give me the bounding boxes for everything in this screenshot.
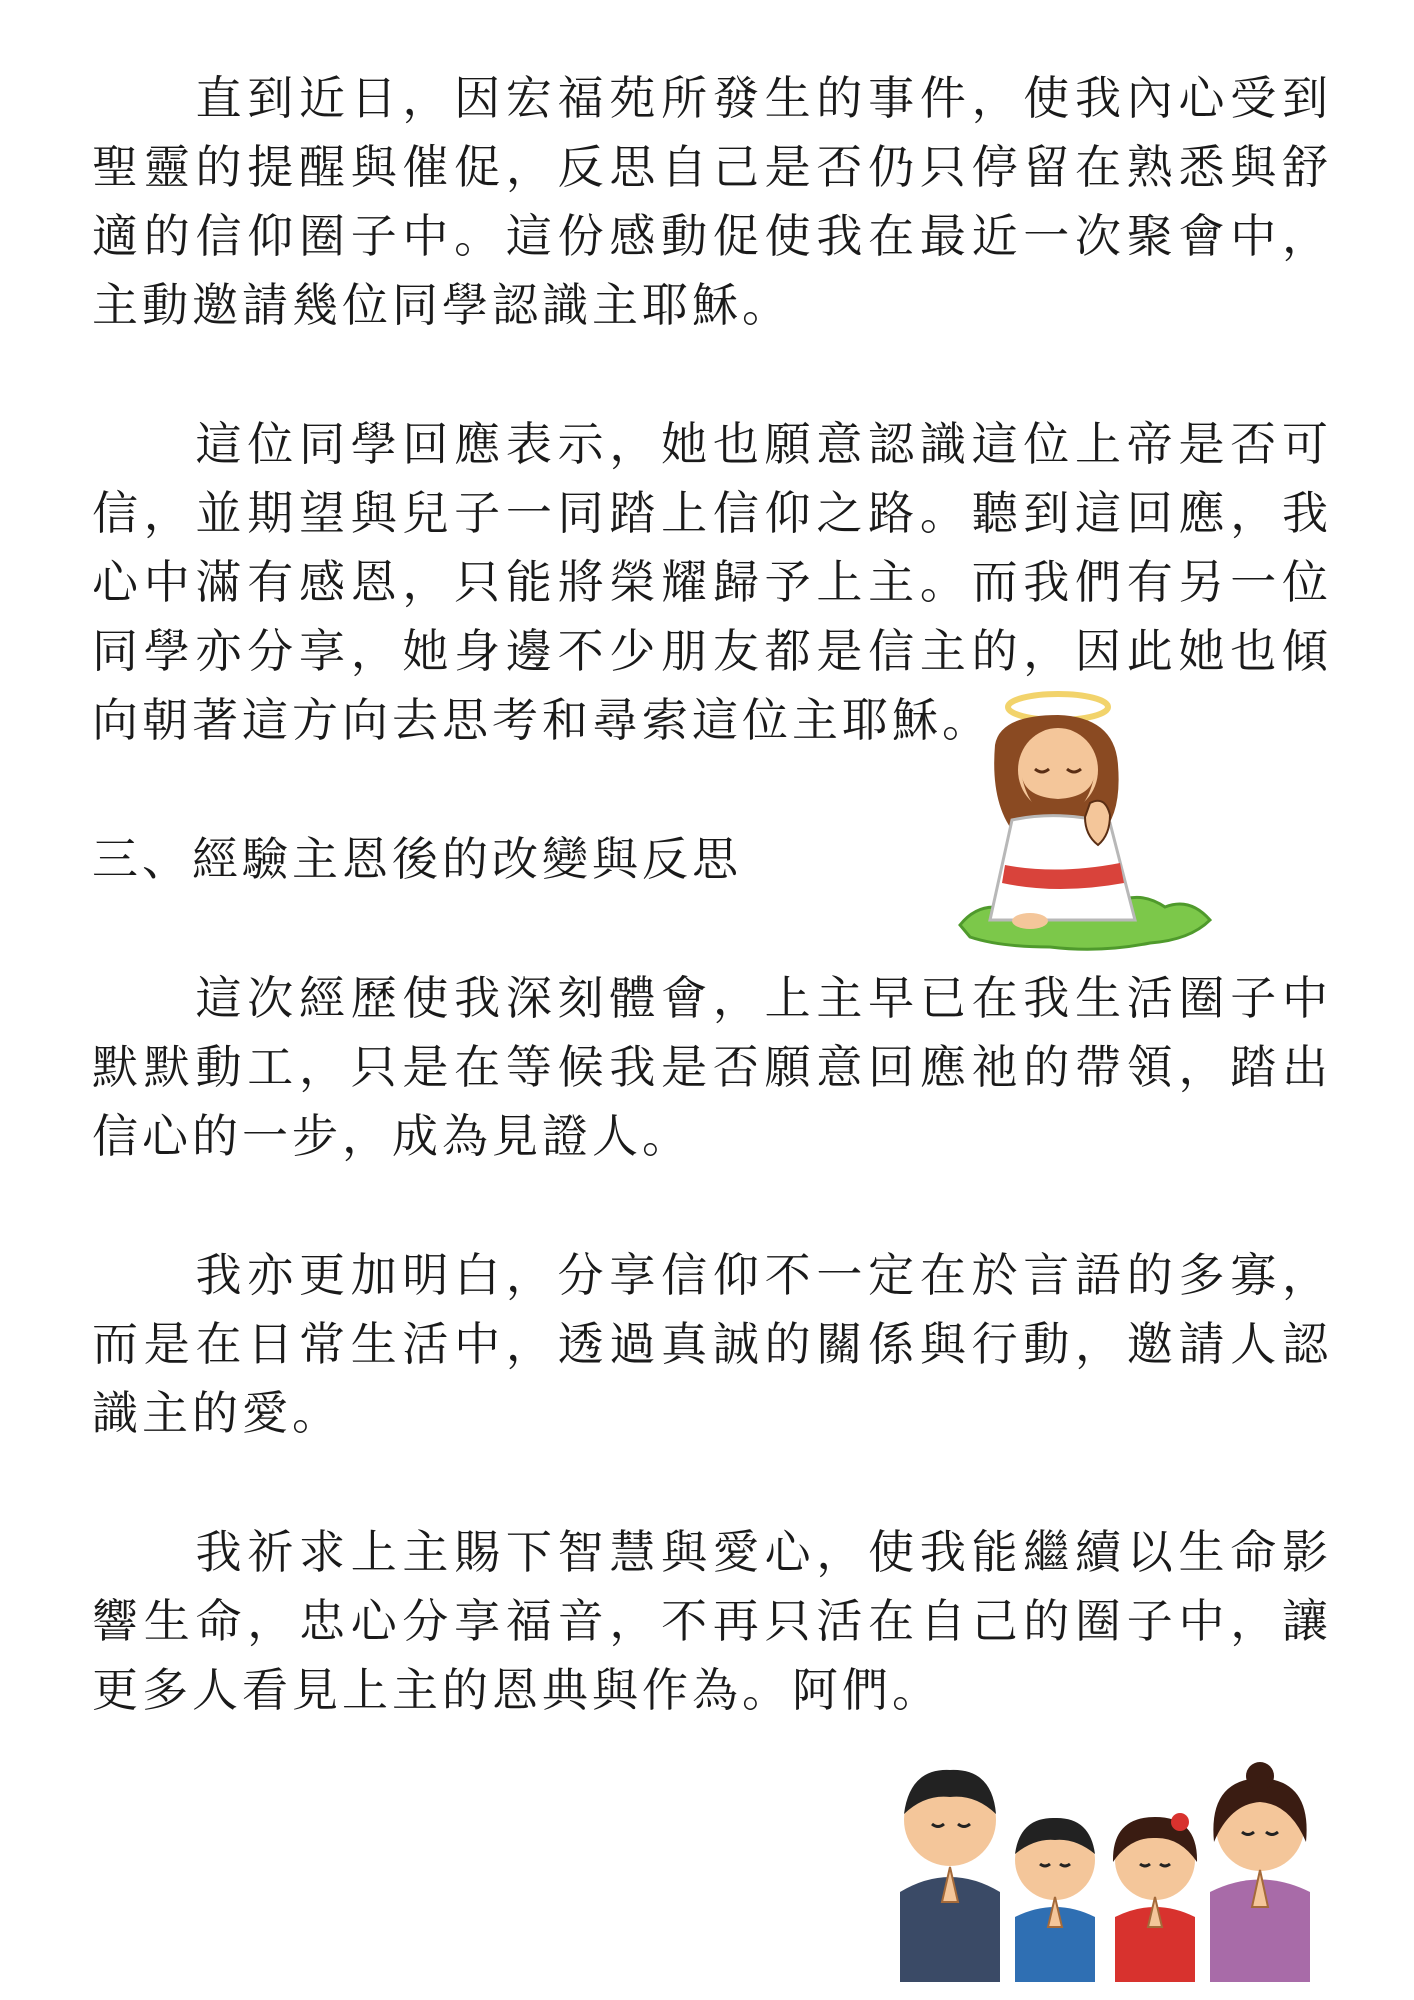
paragraph-5: 我祈求上主賜下智慧與愛心，使我能繼續以生命影響生命，忠心分享福音，不再只活在自己的圈子中，讓更多人看見上主的恩典與作為。阿們。 <box>92 1525 1332 1717</box>
girl-figure <box>1113 1813 1197 1982</box>
paragraph-1: 直到近日，因宏福苑所發生的事件，使我內心受到聖靈的提醒與催促，反思自己是否仍只停留在熟悉與舒適的信仰圈子中。這份感動促使我在最近一次聚會中，主動邀請幾位同學認識主耶穌。 <box>92 71 1332 332</box>
paragraph-2: 這位同學回應表示，她也願意認識這位上帝是否可信，並期望與兒子一同踏上信仰之路。聽到這回應，我心中滿有感恩，只能將榮耀歸予上主。而我們有另一位同學亦分享，她身邊不少朋友都是信主的，因此她也傾向朝著這方向去思考和尋索這位主耶穌。 <box>92 417 1332 747</box>
boy-figure <box>1015 1818 1095 1982</box>
section-heading: 三、經驗主恩後的改變與反思 <box>92 832 742 886</box>
paragraph-3: 這次經歷使我深刻體會，上主早已在我生活圈子中默默動工，只是在等候我是否願意回應祂的帶領，踏出信心的一步，成為見證人。 <box>92 971 1332 1163</box>
mother-figure <box>1210 1762 1310 1982</box>
praying-jesus-illustration <box>950 685 1220 960</box>
paragraph-4: 我亦更加明白，分享信仰不一定在於言語的多寡，而是在日常生活中，透過真誠的關係與行動，邀請人認識主的愛。 <box>92 1248 1332 1440</box>
praying-family-illustration <box>880 1742 1360 1982</box>
father-figure <box>900 1770 1000 1982</box>
